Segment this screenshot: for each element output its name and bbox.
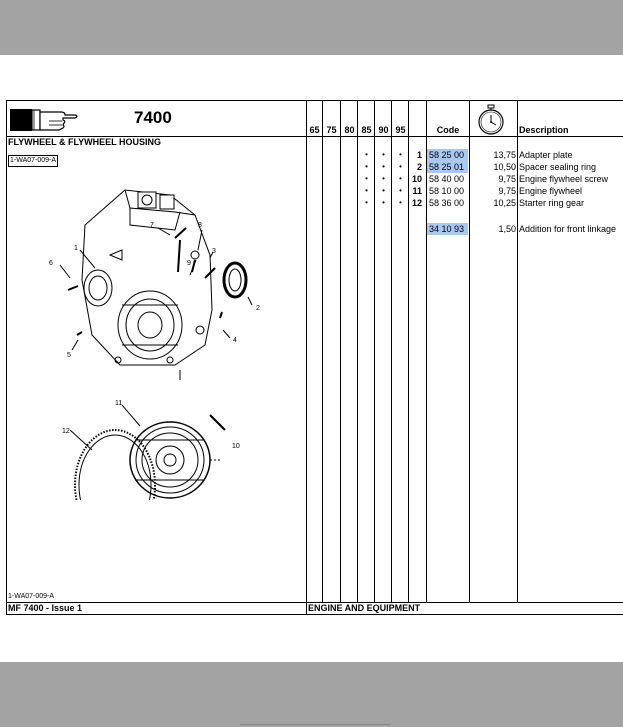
part-code[interactable]: 58 40 00 (429, 174, 465, 184)
labour-time: 10,50 (493, 162, 516, 172)
code-header: Code (436, 125, 460, 135)
top-border (6, 100, 623, 101)
ref-number: 2 (416, 162, 422, 172)
callout-11: 11 (115, 400, 123, 407)
callout-3: 3 (212, 248, 216, 255)
part-code[interactable]: 58 25 00 (427, 149, 468, 161)
part-code[interactable]: 34 10 93 (427, 223, 468, 235)
availability-dot: • (382, 162, 385, 171)
ref-number: 12 (411, 198, 422, 208)
col-75: 75 (326, 125, 337, 135)
availability-dot: • (382, 186, 385, 195)
part-description: Adapter plate (519, 150, 573, 160)
availability-dot: • (365, 162, 368, 171)
callout-12: 12 (62, 428, 70, 435)
col-90: 90 (378, 125, 389, 135)
availability-dot: • (365, 150, 368, 159)
labour-time: 10,25 (493, 198, 516, 208)
callout-2: 2 (256, 305, 260, 312)
availability-dot: • (365, 198, 368, 207)
part-code[interactable]: 58 10 00 (429, 186, 465, 196)
availability-dot: • (365, 186, 368, 195)
availability-dot: • (365, 174, 368, 183)
part-description: Engine flywheel screw (519, 174, 609, 184)
col-65: 65 (309, 125, 320, 135)
part-description: Spacer sealing ring (519, 162, 597, 172)
ref-number: 11 (412, 186, 422, 196)
callout-1: 1 (74, 245, 78, 252)
ref-number: 10 (411, 174, 422, 184)
description-header: Description (519, 125, 569, 135)
availability-dot: • (399, 150, 402, 159)
bottom-edge (240, 724, 390, 725)
part-code[interactable]: 58 25 01 (427, 161, 468, 173)
part-description: Starter ring gear (519, 198, 585, 208)
availability-dot: • (399, 186, 402, 195)
stopwatch-icon (476, 104, 506, 136)
availability-dot: • (382, 150, 385, 159)
callout-6: 6 (49, 260, 53, 267)
labour-time: 13,75 (493, 150, 516, 160)
callout-9: 9 (187, 260, 191, 267)
callout-7: 7 (150, 222, 154, 229)
catalog-page (0, 55, 623, 662)
section-title: FLYWHEEL & FLYWHEEL HOUSING (8, 137, 162, 147)
footer-issue: MF 7400 - Issue 1 (8, 603, 83, 613)
callout-8: 8 (198, 222, 202, 229)
col-95: 95 (395, 125, 406, 135)
footer-divider-bottom (6, 614, 623, 615)
pointing-hand-icon (9, 107, 81, 133)
exploded-diagram (30, 160, 275, 500)
availability-dot: • (382, 198, 385, 207)
part-description: Engine flywheel (519, 186, 583, 196)
part-description: Addition for front linkage (519, 224, 617, 234)
labour-time: 9,75 (498, 186, 516, 196)
labour-time: 1,50 (498, 224, 516, 234)
callout-4: 4 (233, 337, 237, 344)
footer-section: ENGINE AND EQUIPMENT (308, 603, 421, 613)
availability-dot: • (399, 174, 402, 183)
callout-5: 5 (67, 352, 71, 359)
callout-10: 10 (232, 443, 240, 450)
diagram-ref-box: 1-WA07-009-A (8, 155, 58, 167)
availability-dot: • (382, 174, 385, 183)
col-80: 80 (344, 125, 355, 135)
diagram-ref-bottom: 1-WA07-009-A (8, 593, 55, 600)
availability-dot: • (399, 198, 402, 207)
labour-time: 9,75 (498, 174, 516, 184)
availability-dot: • (399, 162, 402, 171)
col-85: 85 (361, 125, 372, 135)
part-code[interactable]: 58 36 00 (429, 198, 465, 208)
page-number: 7400 (134, 108, 172, 127)
ref-number: 1 (416, 150, 422, 160)
